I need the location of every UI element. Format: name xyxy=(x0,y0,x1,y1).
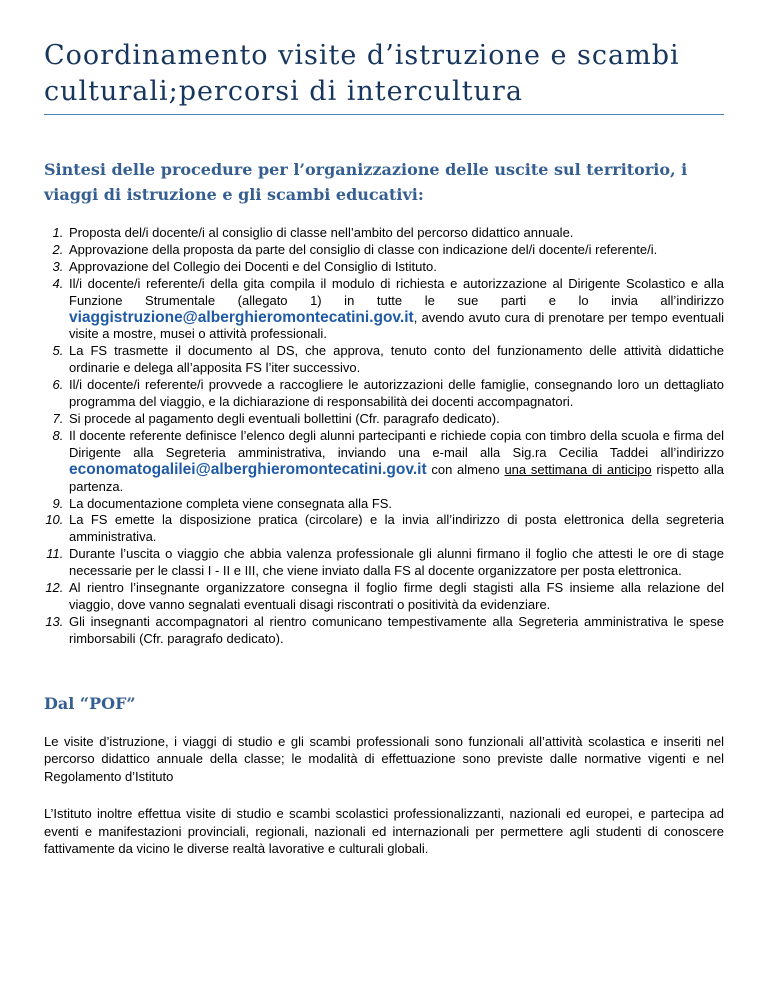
step-text: Il docente referente definisce l’elenco degli alunni partecipanti e richiede copia con timbro della scuola e firma del Dirigente alla Segreteria amministrativa, inviando una e-mail alla Sig.ra Cecilia Taddei all’indirizzo xyxy=(69,427,724,460)
step-text: Il/i docente/i referente/i provvede a raccogliere le autorizzazioni delle famiglie, consegnando loro un dettagliato programma del viaggio, e la dichiarazione di responsabilità dei docenti accompagnatori. xyxy=(69,377,724,410)
step-item xyxy=(67,411,724,428)
step-item xyxy=(67,377,724,411)
step-item xyxy=(67,428,724,496)
step-item xyxy=(67,614,724,648)
underlined-deadline: una settimana di anticipo xyxy=(504,461,652,477)
page-title: Coordinamento visite d’istruzione e scambi culturali;percorsi di intercultura xyxy=(44,38,724,115)
email-link-viaggistruzione[interactable]: viaggistruzione@alberghieromontecatini.gov.it xyxy=(69,308,414,326)
step-text: Proposta del/i docente/i al consiglio di classe nell’ambito del percorso didattico annuale. xyxy=(69,225,574,240)
step-item xyxy=(67,276,724,344)
procedures-subtitle: Sintesi delle procedure per l’organizzazione delle uscite sul territorio, i viaggi di istruzione e gli scambi educativi: xyxy=(44,160,688,204)
step-text: , avendo avuto cura di prenotare per tempo eventuali visite a mostre, musei o attività professionali. xyxy=(69,309,724,342)
step-text: Approvazione della proposta da parte del consiglio di classe con indicazione del/i docente/i referente/i. xyxy=(69,241,658,257)
step-text: rispetto alla partenza. xyxy=(69,461,725,494)
step-text: La FS trasmette il documento al DS, che approva, tenuto conto del funzionamento delle attività didattiche ordinarie e delega all’apposita FS l’iter successivo. xyxy=(69,343,724,376)
step-text: La FS emette la disposizione pratica (circolare) e la invia all’indirizzo di posta elettronica della segreteria amministrativa. xyxy=(69,512,724,545)
step-item xyxy=(67,225,724,242)
pof-paragraph: L’Istituto inoltre effettua visite di studio e scambi scolastici professionalizzanti, nazionali ed europei, e partecipa ad eventi e manifestazioni provinciali, regionali, nazionali ed internazionali per permettere agli studenti di conoscere fattivamente da vicino le diverse realtà lavorative e culturali globali. xyxy=(44,806,724,857)
step-text: La documentazione completa viene consegnata alla FS. xyxy=(69,495,393,511)
email-link-economato[interactable]: economatogalilei@alberghieromontecatini.gov.it xyxy=(69,460,427,478)
step-text: Si procede al pagamento degli eventuali bollettini (Cfr. paragrafo dedicato). xyxy=(69,410,500,426)
step-item xyxy=(67,496,724,513)
step-text: Gli insegnanti accompagnatori al rientro comunicano tempestivamente alla Segreteria amministrativa le spese rimborsabili (Cfr. paragrafo dedicato). xyxy=(69,613,724,646)
document-page xyxy=(44,38,724,858)
step-item xyxy=(67,242,724,259)
pof-paragraph: Le visite d’istruzione, i viaggi di studio e gli scambi professionali sono funzionali all’attività scolastica e inseriti nel percorso didattico annuale della classe; le modalità di effettuazione sono previste dalle normative vigenti e nel Regolamento d’Istituto xyxy=(44,733,724,784)
step-item xyxy=(67,580,724,614)
step-item xyxy=(67,512,724,546)
step-text: Approvazione del Collegio dei Docenti e del Consiglio di Istituto. xyxy=(69,258,437,274)
step-item xyxy=(67,546,724,580)
procedure-steps-list xyxy=(44,225,724,648)
step-item xyxy=(67,259,724,276)
step-text: con almeno xyxy=(426,461,505,477)
step-text: Al rientro l’insegnante organizzatore consegna il foglio firme degli stagisti alla FS insieme alla relazione del viaggio, dove vanno segnalati eventuali disagi riscontrati o positività da evidenziare. xyxy=(69,580,724,612)
step-text: Durante l’uscita o viaggio che abbia valenza professionale gli alunni firmano il foglio che attesti le ore di stage necessarie per le classi I - II e III, che viene inviato dalla FS al docente organizzatore per posta elettronica. xyxy=(69,546,724,579)
pof-heading: Dal “POF” xyxy=(44,693,136,713)
step-text: Il/i docente/i referente/i della gita compila il modulo di richiesta e autorizzazione al Dirigente Scolastico e alla Funzione Strumentale (allegato 1) in tutte le sue parti e lo invia all’indirizzo xyxy=(69,275,724,308)
step-item xyxy=(67,343,724,377)
